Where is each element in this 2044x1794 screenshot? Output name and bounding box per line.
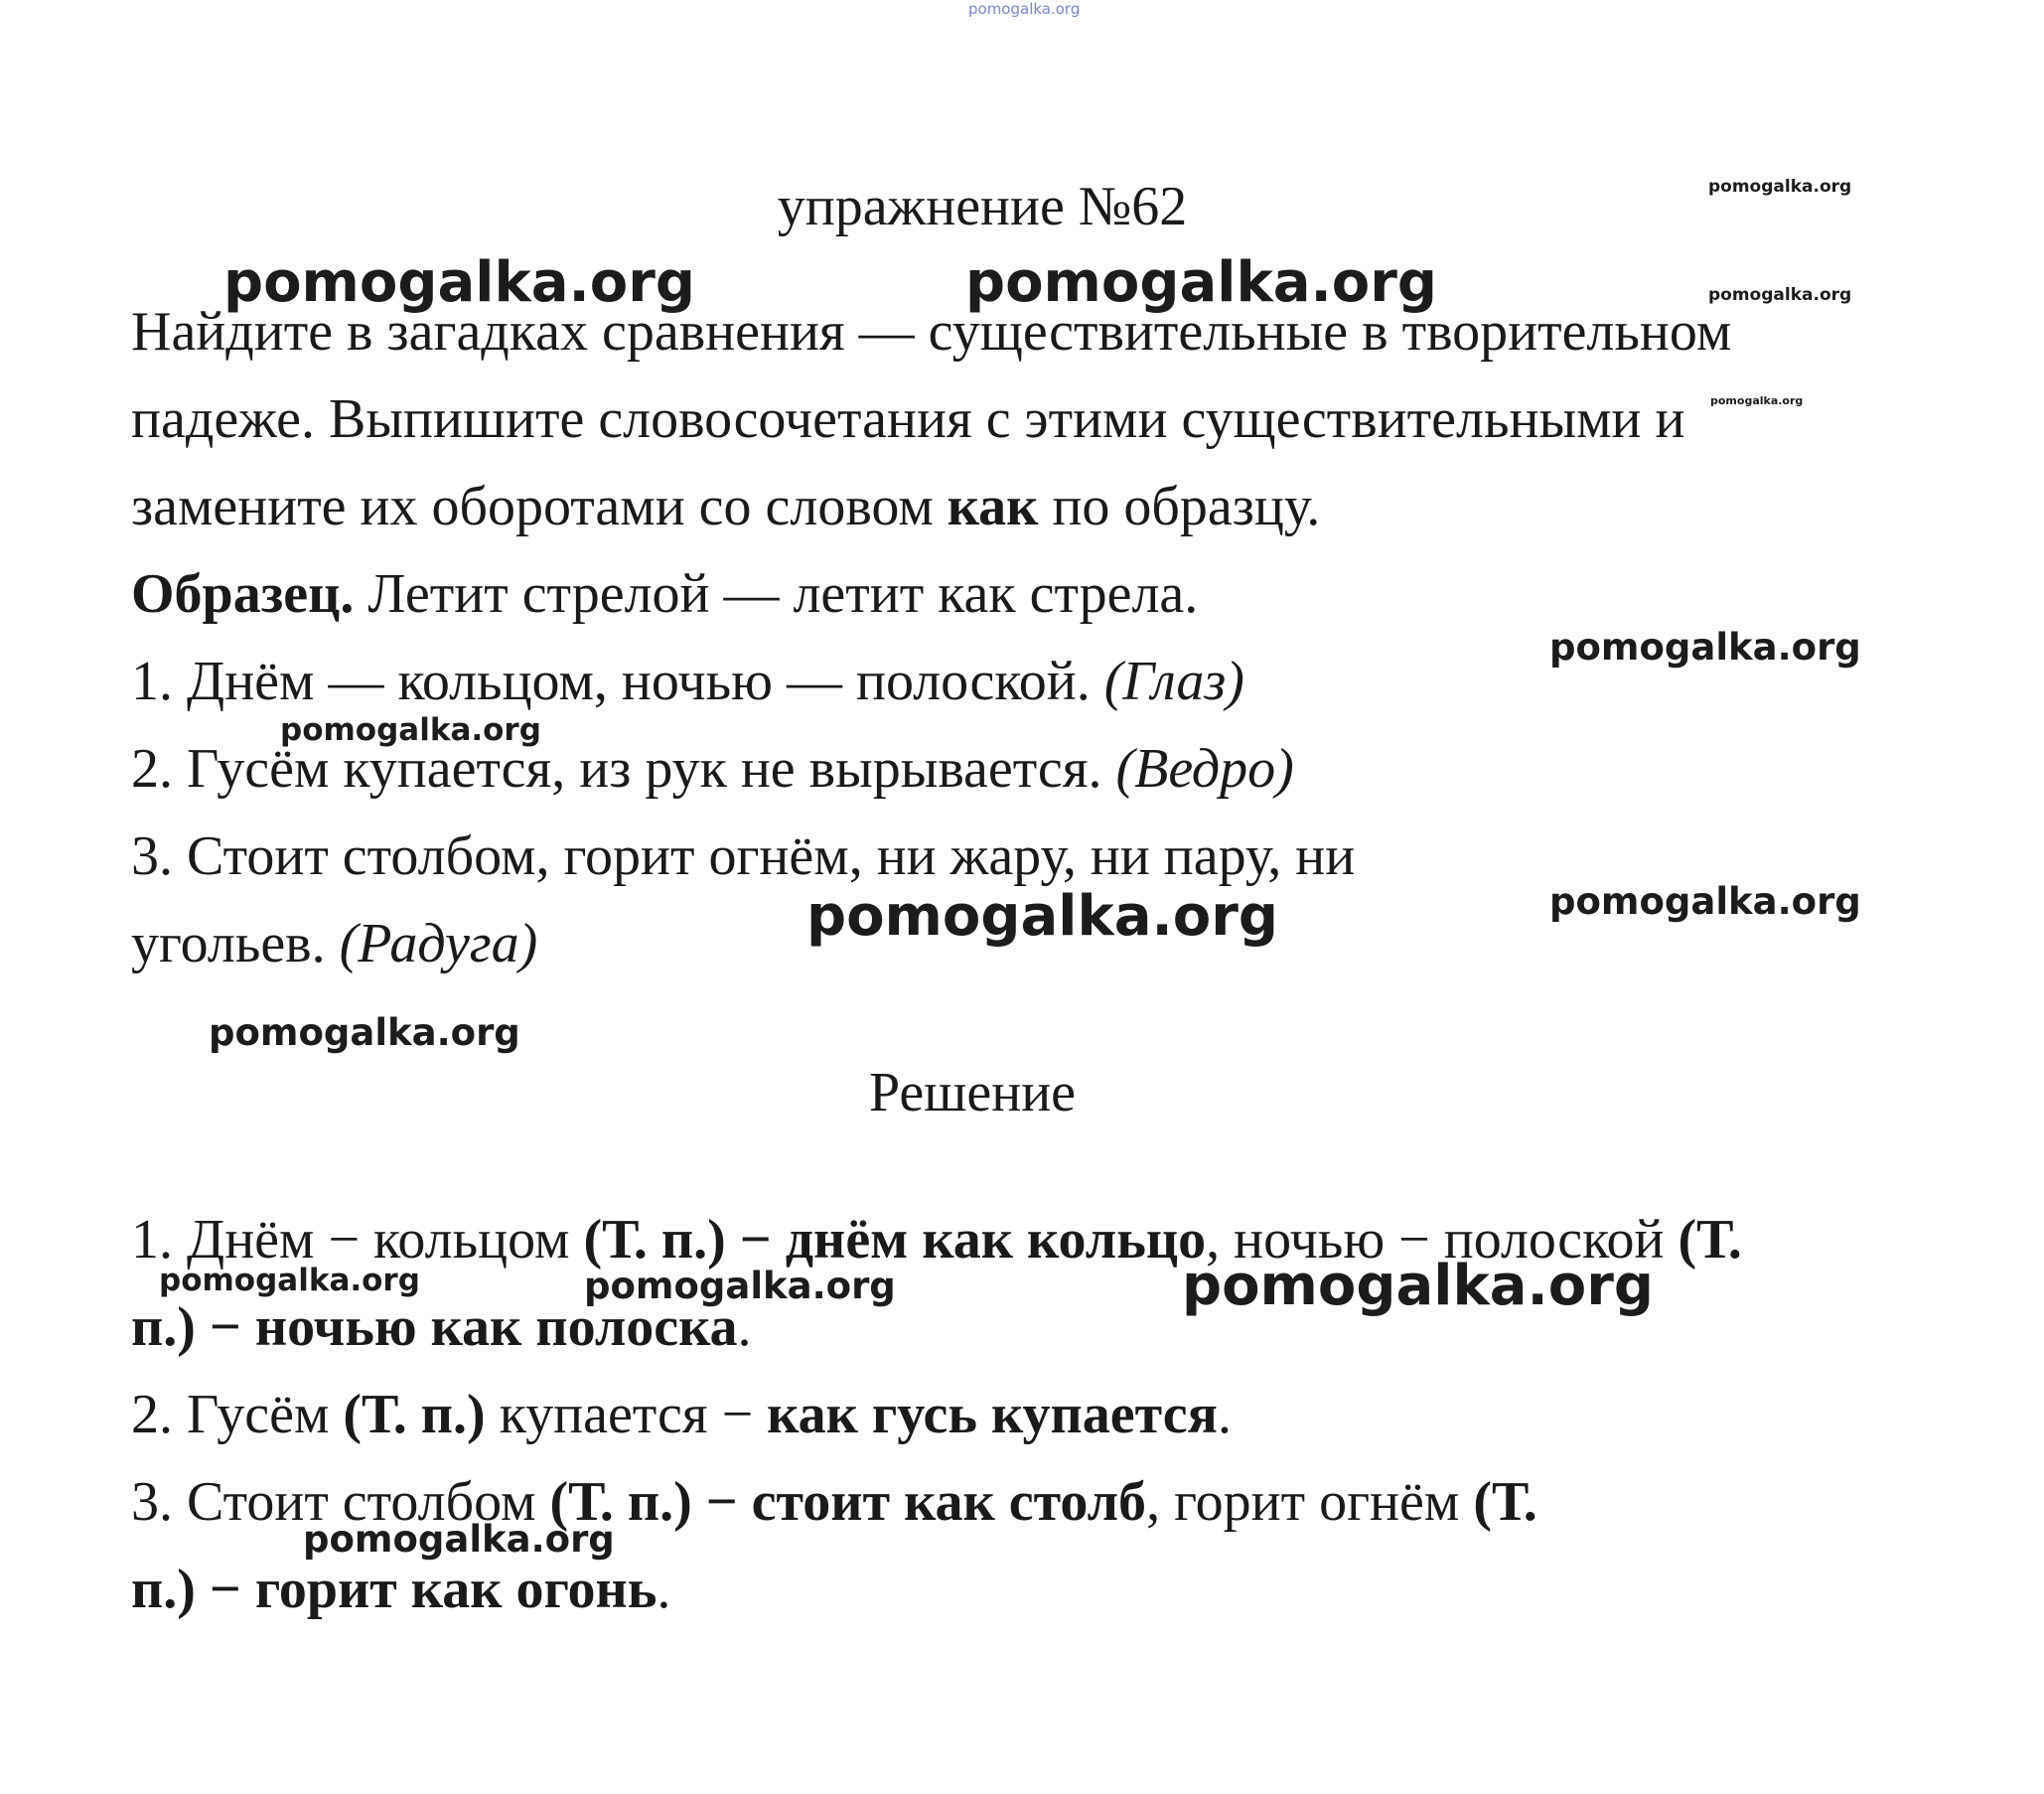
riddle-1: 1. Днём — кольцом, ночью — полоской. (Глаз) [131, 651, 1244, 712]
watermark: pomogalka.org [806, 884, 1278, 949]
riddle-3: 3. Стоит столбом, горит огнём, ни жару, ни пару, ни [131, 825, 1356, 887]
solution-1-continued: п.) − ночью как полоска. [131, 1296, 752, 1358]
watermark: pomogalka.org [1708, 285, 1852, 305]
watermark: pomogalka.org [1708, 177, 1852, 197]
watermark: pomogalka.org [1710, 394, 1804, 407]
watermark: pomogalka.org [1549, 880, 1861, 923]
watermark: pomogalka.org [1549, 626, 1861, 669]
riddle-3-continued: угольев. (Радуга) [131, 913, 538, 974]
watermark: pomogalka.org [280, 712, 541, 748]
task-line-3: замените их оборотами со словом как по образцу. [131, 476, 1321, 537]
riddle-2: 2. Гусём купается, из рук не вырывается. (Ведро) [131, 738, 1294, 800]
watermark-top: pomogalka.org [968, 0, 1081, 18]
sample-line: Образец. Летит стрелой — летит как стрела. [131, 563, 1199, 625]
solution-3-continued: п.) − горит как огонь. [131, 1559, 671, 1620]
watermark: pomogalka.org [159, 1263, 420, 1298]
watermark: pomogalka.org [223, 250, 695, 315]
task-line-1: Найдите в загадках сравнения — существительные в творительном [131, 301, 1732, 363]
solution-1: 1. Днём − кольцом (Т. п.) − днём как кольцо, ночью − полоской (Т. [131, 1209, 1742, 1271]
solution-3: 3. Стоит столбом (Т. п.) − стоит как столб, горит огнём (Т. [131, 1471, 1537, 1533]
task-line-2: падеже. Выпишите словосочетания с этими существительными и [131, 388, 1685, 450]
watermark: pomogalka.org [209, 1011, 520, 1054]
watermark: pomogalka.org [303, 1518, 615, 1561]
watermark: pomogalka.org [1182, 1254, 1654, 1318]
solution-heading: Решение [868, 1062, 1077, 1123]
watermark: pomogalka.org [584, 1265, 896, 1307]
page-title: упражнение №62 [777, 176, 1188, 237]
watermark: pomogalka.org [965, 250, 1437, 315]
solution-2: 2. Гусём (Т. п.) купается − как гусь купается. [131, 1384, 1232, 1445]
